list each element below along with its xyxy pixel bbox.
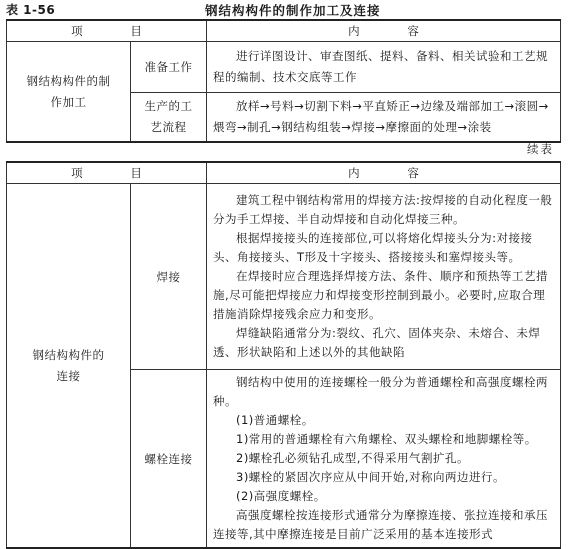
content-bolting [207, 370, 561, 549]
bolting-item-2: (2)高强度螺栓。 [236, 489, 326, 503]
header-content-continued: 内 容 [207, 162, 561, 184]
content-preparation [207, 42, 561, 93]
process-flow-text: 放样→号料→切割下料→平直矫正→边缘及端部加工→滚圆→煨弯→制孔→钢结构组装→焊接→摩擦面的处理→涂装 [213, 99, 549, 134]
continued-label: 续表 [527, 142, 554, 156]
welding-para-3: 在焊接时应合理选择焊接方法、条件、顺序和预热等工艺措施,尽可能把焊接应力和焊接变形控制到最小。必要时,应取合理措施消除焊接残余应力和变形。 [213, 269, 548, 321]
table-part-1 [6, 19, 561, 143]
preparation-text: 进行详图设计、审查图纸、提料、备料、相关试验和工艺规程的编制、技术交底等工作 [213, 49, 548, 84]
sub-process-flow: 生产的工艺流程 [131, 93, 207, 143]
bolting-item-1-3: 3)螺栓的紧固次序应从中间开始,对称向两边进行。 [236, 470, 505, 484]
header-content: 内 容 [207, 20, 561, 42]
header-item-continued: 项 目 [7, 162, 207, 184]
welding-para-4: 焊缝缺陷通常分为:裂纹、孔穴、固体夹杂、未熔合、未焊透、形状缺陷和上述以外的其他缺陷 [213, 326, 541, 359]
table-part-2 [6, 161, 561, 549]
category-connection: 钢结构构件的连接 [7, 184, 131, 549]
welding-para-2: 根据焊接接头的连接部位,可以将熔化焊接头分为:对接接头、角接接头、T形及十字接头、搭接接头和塞焊接头等。 [213, 231, 533, 264]
header-item: 项 目 [7, 20, 207, 42]
category-fabrication: 钢结构构件的制作加工 [7, 42, 131, 143]
table-number: 表 1-56 [6, 3, 56, 17]
content-welding [207, 184, 561, 370]
bolting-item-1-1: 1)常用的普通螺栓有六角螺栓、双头螺栓和地脚螺栓等。 [236, 432, 537, 446]
content-process-flow [207, 93, 561, 143]
sub-preparation: 准备工作 [131, 42, 207, 93]
bolting-item-1: (1)普通螺栓。 [236, 413, 314, 427]
sub-bolting: 螺栓连接 [131, 370, 207, 549]
table-title: 钢结构构件的制作加工及连接 [205, 3, 381, 18]
bolting-intro: 钢结构中使用的连接螺栓一般分为普通螺栓和高强度螺栓两种。 [213, 375, 548, 408]
welding-para-1: 建筑工程中钢结构常用的焊接方法:按焊接的自动化程度一般分为手工焊接、半自动焊接和自动化焊接三种。 [213, 193, 553, 226]
bolting-item-1-2: 2)螺栓孔必须钻孔成型,不得采用气割扩孔。 [236, 451, 469, 465]
bolting-outro: 高强度螺栓按连接形式通常分为摩擦连接、张拉连接和承压连接等,其中摩擦连接是目前广泛采用的基本连接形式 [213, 508, 548, 541]
sub-welding: 焊接 [131, 184, 207, 370]
